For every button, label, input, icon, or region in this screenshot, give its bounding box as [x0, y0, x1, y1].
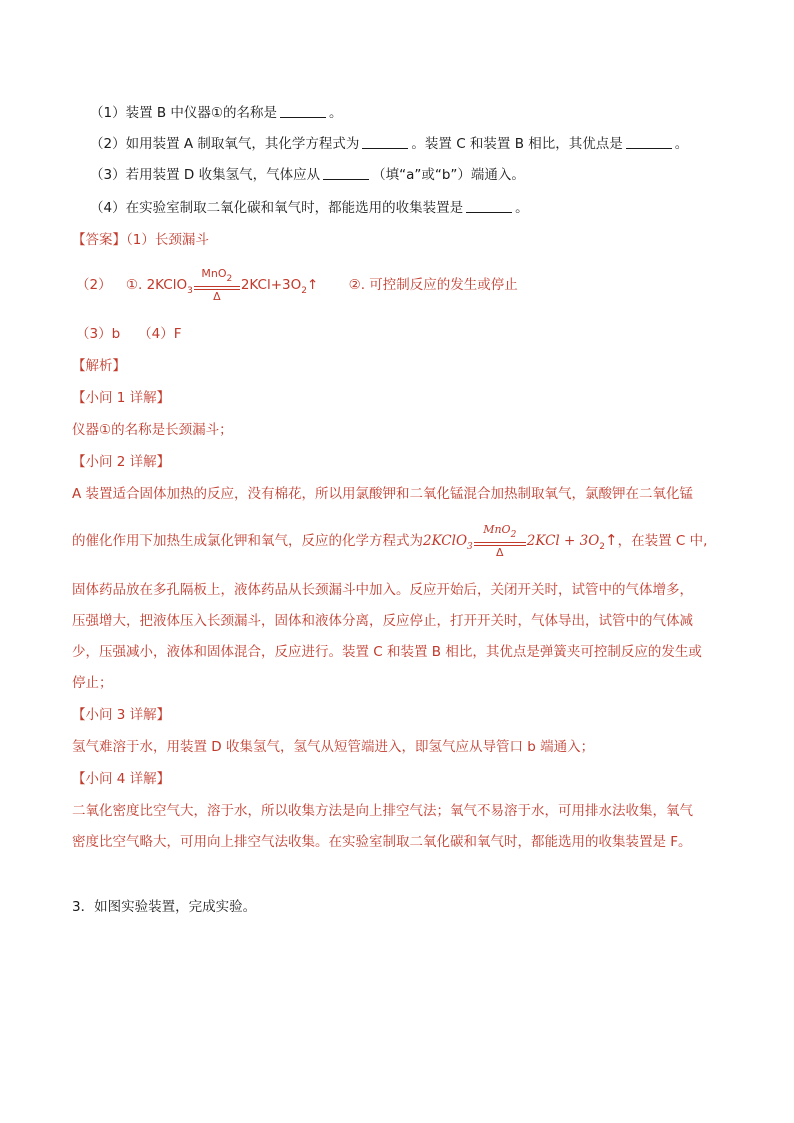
next-question: 3．如图实验装置，完成实验。	[72, 899, 257, 915]
question-2: （2）如用装置 A 制取氧气，其化学方程式为 。装置 C 和装置 B 相比，其优点是 。	[90, 136, 689, 152]
answer-blank	[626, 134, 672, 149]
analysis-q2-line: 少，压强减小，液体和固体混合，反应进行。装置 C 和装置 B 相比，其优点是弹簧夹可控制反应的发生或	[72, 644, 702, 660]
answer-line-1: 【答案】（1）长颈漏斗	[72, 232, 209, 248]
heading-q4: 【小问 4 详解】	[72, 771, 171, 787]
analysis-label: 【解析】	[72, 358, 126, 374]
answer-blank	[362, 134, 408, 149]
analysis-q2-line: 压强增大，把液体压入长颈漏斗，固体和液体分离，反应停止，打开开关时，气体导出，试管中的气体减	[72, 613, 693, 629]
reaction-condition: MnO$_2$ Δ	[194, 267, 240, 304]
analysis-q1: 仪器①的名称是长颈漏斗；	[72, 422, 233, 438]
answer-blank	[280, 103, 326, 118]
answer-line-3: （3）b （4）F	[76, 326, 182, 342]
answer-blank	[466, 198, 512, 213]
answer-label: 【答案】	[72, 232, 126, 248]
analysis-q2-line: A 装置适合固体加热的反应，没有棉花，所以用氯酸钾和二氧化锰混合加热制取氧气，氯酸钾在二氧化锰	[72, 486, 694, 502]
analysis-q3: 氢气难溶于水，用装置 D 收集氢气，氢气从短管端进入，即氢气应从导管口 b 端通入；	[72, 739, 595, 755]
gas-arrow-icon: ↑	[306, 277, 319, 293]
reaction-condition: MnO$_2$ Δ	[474, 523, 526, 560]
question-3: （3）若用装置 D 收集氢气，气体应从 （填“a”或“b”）端通入。	[90, 167, 525, 183]
question-1: （1）装置 B 中仪器①的名称是 。	[90, 105, 343, 121]
analysis-q4-line: 二氧化密度比空气大，溶于水，所以收集方法是向上排空气法；氧气不易溶于水，可用排水法收集，氧气	[72, 803, 693, 819]
analysis-q2-line: 停止；	[72, 675, 113, 691]
answer-line-2: （2） ①. 2KClO$_3$ MnO$_2$ Δ $2KCl+3O_2↑$ ②. 可控制反应的发生或停止	[76, 266, 518, 303]
analysis-q4-line: 密度比空气略大，可用向上排空气法收集。在实验室制取二氧化碳和氧气时，都能选用的收集装置是 F。	[72, 834, 692, 850]
gas-arrow-icon: ↑	[605, 531, 618, 549]
question-4: （4）在实验室制取二氧化碳和氧气时，都能选用的收集装置是 。	[90, 200, 529, 216]
heading-q2: 【小问 2 详解】	[72, 454, 171, 470]
analysis-q2-equation-line: 的催化作用下加热生成氯化钾和氧气，反应的化学方程式为2KClO$_3$ MnO$_2$ Δ $2KCl + 3O_2↑$，在装置 C 中,	[72, 522, 708, 559]
heading-q1: 【小问 1 详解】	[72, 390, 171, 406]
answer-blank	[323, 165, 369, 180]
analysis-q2-line: 固体药品放在多孔隔板上，液体药品从长颈漏斗中加入。反应开始后，关闭开关时，试管中的气体增多，	[72, 582, 693, 598]
heading-q3: 【小问 3 详解】	[72, 707, 171, 723]
